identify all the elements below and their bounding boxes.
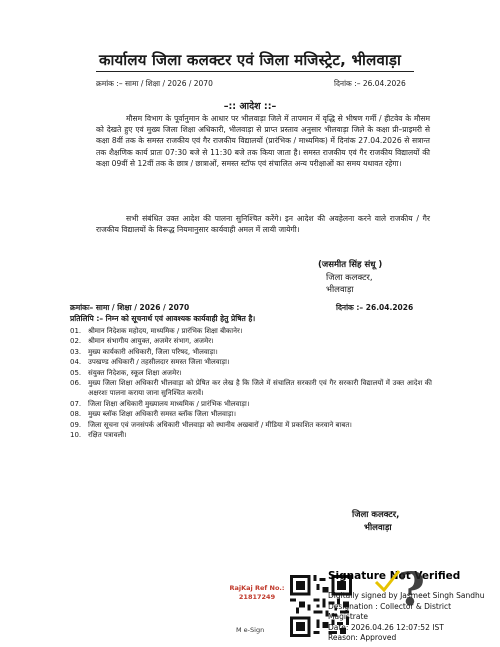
list-item: 01. श्रीमान निदेशक महोदय, माध्यमिक / प्रारंभिक शिक्षा बीकानेर।: [70, 327, 243, 335]
list-item: 03. मुख्य कार्यकारी अधिकारी, जिला परिषद, भीलवाड़ा।: [70, 347, 218, 356]
signature-block-2: [352, 509, 399, 535]
signature-date: Date: 2026.04.26 12:07:52 IST: [328, 622, 444, 632]
title-underline: [96, 71, 414, 72]
signatory-place: भीलवाड़ा: [364, 523, 392, 533]
rajkaj-ref-label: RajKaj Ref No.:: [229, 584, 285, 592]
signatory-designation: जिला कलक्टर,: [352, 510, 400, 520]
digital-signature-details: [328, 591, 488, 644]
list-item: 10. रक्षित पत्रावली।: [70, 431, 127, 440]
question-mark-icon: ?: [398, 562, 425, 616]
order-paragraph-1: मौसम विभाग के पूर्वानुमान के आधार पर भीलवाड़ा जिले में तापमान में वृद्धि से भीषण गर्मी / हीटवेव के मौसम को देखते हुए एवं मुख्य जिला शिक्षा अधिकारी, भीलवाड़ा से प्राप्त प्रस्ताव अनुसार भीलवाड़ा जिले के कक्षा प्री–प्राइमरी से कक्षा 8वीं तक के समस्त राजकीय एवं गैर राजकीय विद्यालयों (प्रारंभिक / माध्यमिक) में दिनांक 27.04.2026 से सत्रान्त तक शैक्षणिक कार्य प्रातः 07:30 बजे से 11:30 बजे तक किया जाता है। समस्त राजकीय एवं गैर राजकीय विद्यालयों की कक्षा 09वीं से 12वीं तक के छात्र / छात्राओं, समस्त स्टॉफ एवं संचालित अन्य परीक्षाओं का समय यथावत रहेगा।: [96, 114, 430, 168]
signed-by-text: Digitally signed by Jasmeet Singh Sandhu: [328, 591, 485, 600]
list-item: 08. मुख्य ब्लॉक शिक्षा अधिकारी समस्त ब्लॉक जिला भीलवाड़ा।: [70, 410, 236, 419]
signature-reason: Reason: Approved: [328, 633, 397, 642]
order-reference: क्रमांक :– सामा / शिक्षा / 2026 / 2070: [96, 79, 213, 88]
copy-reference: क्रमांकः– सामा / शिक्षा / 2026 / 2070: [70, 303, 190, 312]
designation-text: Designation : Collector & District Magistrate: [328, 601, 452, 621]
order-date: दिनांक :– 26.04.2026: [334, 79, 406, 88]
copy-heading: प्रतिलिपि :– निम्न को सूचनार्थ एवं आवश्यक कार्यवाही हेतु प्रेषित है।: [70, 314, 256, 323]
copy-recipient-list: [70, 326, 432, 440]
copy-date: दिनांक :– 26.04.2026: [336, 303, 414, 312]
list-item: 09. जिला सूचना एवं जनसंपर्क अधिकारी भीलवाड़ा को स्थानीय अखबारों / मीडिया में प्रकाशित करवाने बाबत।: [70, 420, 352, 429]
signatory-designation: जिला कलक्टर,: [326, 272, 373, 283]
order-paragraph-2: सभी संबंधित उक्त आदेश की पालना सुनिश्चित करेंगे। इन आदेश की अवहेलना करने वाले राजकीय / गैर राजकीय विद्यालयों के विरूद्ध नियमानुसार कार्यवाही अमल में लायी जायेगी।: [96, 214, 430, 235]
signatory-name: (जसमीत सिंह संधू ): [318, 260, 383, 270]
list-item: 04. उपखण्ड अधिकारी / तहसीलदार समस्त जिला भीलवाड़ा।: [70, 358, 230, 367]
office-title: कार्यालय जिला कलक्टर एवं जिला मजिस्ट्रेट, भीलवाड़ा: [98, 51, 402, 69]
list-item: 02. श्रीमान संभागीय आयुक्त, अजमेर संभाग, अजमेर।: [70, 337, 214, 346]
esign-label: M e-Sign: [236, 626, 265, 634]
rajkaj-reference: [228, 584, 286, 602]
list-item: 07. जिला शिक्षा अधिकारी मुख्यालय माध्यमिक / प्रारंभिक भीलवाड़ा।: [70, 399, 250, 408]
list-item: 05. संयुक्त निदेशक, स्कूल शिक्षा अजमेर।: [70, 368, 182, 377]
order-heading: –:: आदेश ::–: [223, 101, 277, 112]
signature-block-1: [318, 259, 382, 297]
list-item: 06. मुख्य जिला शिक्षा अधिकारी भीलवाड़ा को प्रेषित कर लेख है कि जिले में संचालित सरकारी एवं गैर सरकारी विद्यालयों में उक्त आदेश की अक्षरशः पालना कराया जाना सुनिश्चित करावें।: [70, 379, 432, 398]
signature-status: Signature Not Verified: [328, 570, 461, 582]
signatory-place: भीलवाड़ा: [326, 285, 354, 295]
rajkaj-ref-number: 21817249: [238, 593, 276, 601]
